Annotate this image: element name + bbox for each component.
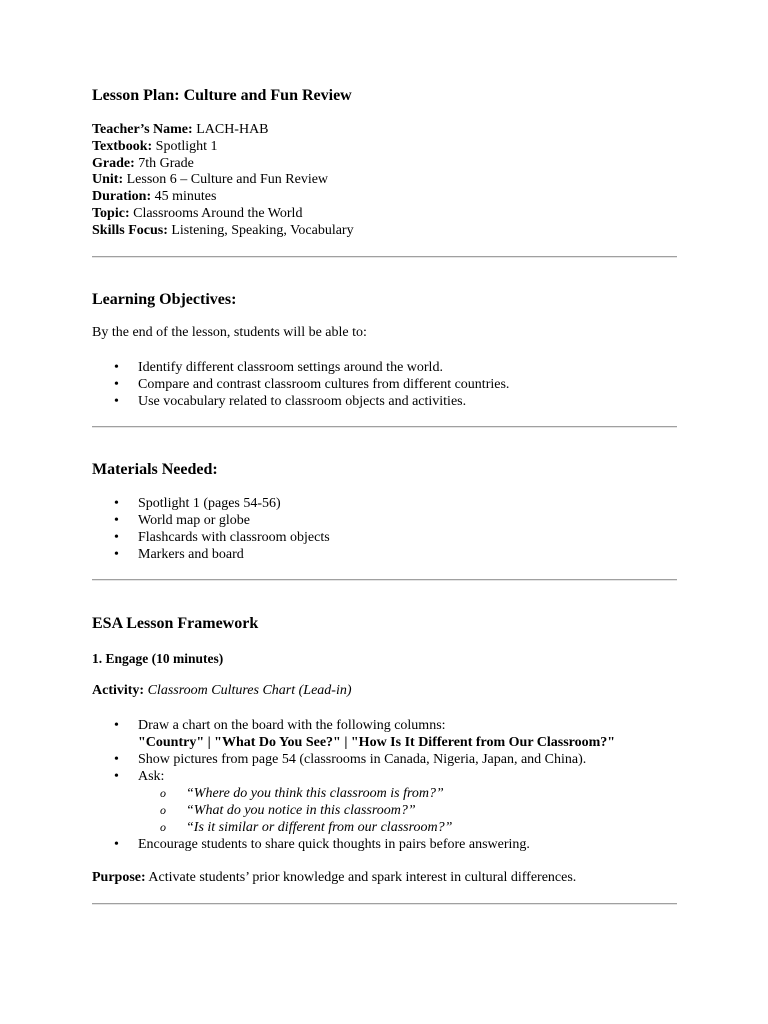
section-divider	[92, 426, 677, 428]
activity-label: Activity:	[92, 683, 145, 698]
info-textbook	[92, 139, 354, 156]
questions-list	[138, 785, 615, 836]
info-label: Teacher’s Name:	[92, 122, 193, 137]
chart-columns: "Country" | "What Do You See?" | "How Is It Different from Our Classroom?"	[138, 735, 616, 750]
info-value: 45 minutes	[151, 189, 217, 205]
engage-steps-list	[92, 717, 615, 853]
ask-label: • Ask:	[138, 769, 165, 784]
question-item: o “Is it similar or different from our classroom?”	[138, 819, 615, 836]
info-label: Skills Focus:	[92, 222, 168, 238]
objectives-intro: By the end of the lesson, students will be able to:	[92, 325, 367, 340]
list-item: • Encourage students to share quick thoughts in pairs before answering.	[92, 836, 615, 853]
info-grade	[92, 156, 354, 173]
info-value: Listening, Speaking, Vocabulary	[167, 222, 354, 238]
info-value: LACH-HAB	[192, 122, 269, 137]
list-item: • Use vocabulary related to classroom objects and activities.	[92, 393, 509, 410]
info-duration	[92, 189, 354, 206]
section-divider	[92, 579, 677, 581]
info-value: Spotlight 1	[152, 138, 218, 154]
purpose-label: Purpose:	[92, 870, 146, 885]
list-item	[92, 717, 615, 751]
objectives-heading: Learning Objectives:	[92, 291, 237, 308]
info-value: 7th Grade	[134, 155, 194, 171]
info-unit	[92, 172, 354, 189]
chart-instruction: • Draw a chart on the board with the following columns:	[138, 718, 446, 733]
info-label: Duration:	[92, 189, 152, 205]
list-item	[92, 768, 615, 836]
info-label: Topic:	[92, 205, 130, 221]
materials-heading: Materials Needed:	[92, 461, 218, 478]
section-divider	[92, 903, 677, 905]
objectives-list	[92, 359, 509, 410]
question-item: o “What do you notice in this classroom?”	[138, 802, 615, 819]
activity-value: Classroom Cultures Chart (Lead-in)	[144, 683, 352, 698]
list-item: • World map or globe	[92, 512, 330, 529]
list-item: • Markers and board	[92, 546, 330, 563]
list-item: • Flashcards with classroom objects	[92, 529, 330, 546]
activity-line	[92, 683, 352, 700]
list-item: • Spotlight 1 (pages 54-56)	[92, 495, 330, 512]
lesson-info-block	[92, 122, 354, 240]
materials-list	[92, 495, 330, 563]
list-item: • Compare and contrast classroom cultures from different countries.	[92, 376, 509, 393]
info-label: Grade:	[92, 155, 135, 171]
info-label: Textbook:	[92, 138, 153, 154]
question-item: o “Where do you think this classroom is from?”	[138, 785, 615, 802]
purpose-value: Activate students’ prior knowledge and spark interest in cultural differences.	[145, 870, 577, 885]
info-label: Unit:	[92, 172, 124, 188]
list-item: • Identify different classroom settings around the world.	[92, 359, 509, 376]
info-topic	[92, 206, 354, 223]
info-skills	[92, 223, 354, 240]
document-title: Lesson Plan: Culture and Fun Review	[92, 87, 352, 104]
engage-heading: 1. Engage (10 minutes)	[92, 651, 224, 666]
list-item: • Show pictures from page 54 (classrooms in Canada, Nigeria, Japan, and China).	[92, 751, 615, 768]
info-teacher	[92, 122, 354, 139]
purpose-line	[92, 870, 576, 887]
framework-heading: ESA Lesson Framework	[92, 615, 259, 632]
info-value: Classrooms Around the World	[129, 205, 303, 221]
info-value: Lesson 6 – Culture and Fun Review	[123, 172, 329, 188]
section-divider	[92, 256, 677, 258]
